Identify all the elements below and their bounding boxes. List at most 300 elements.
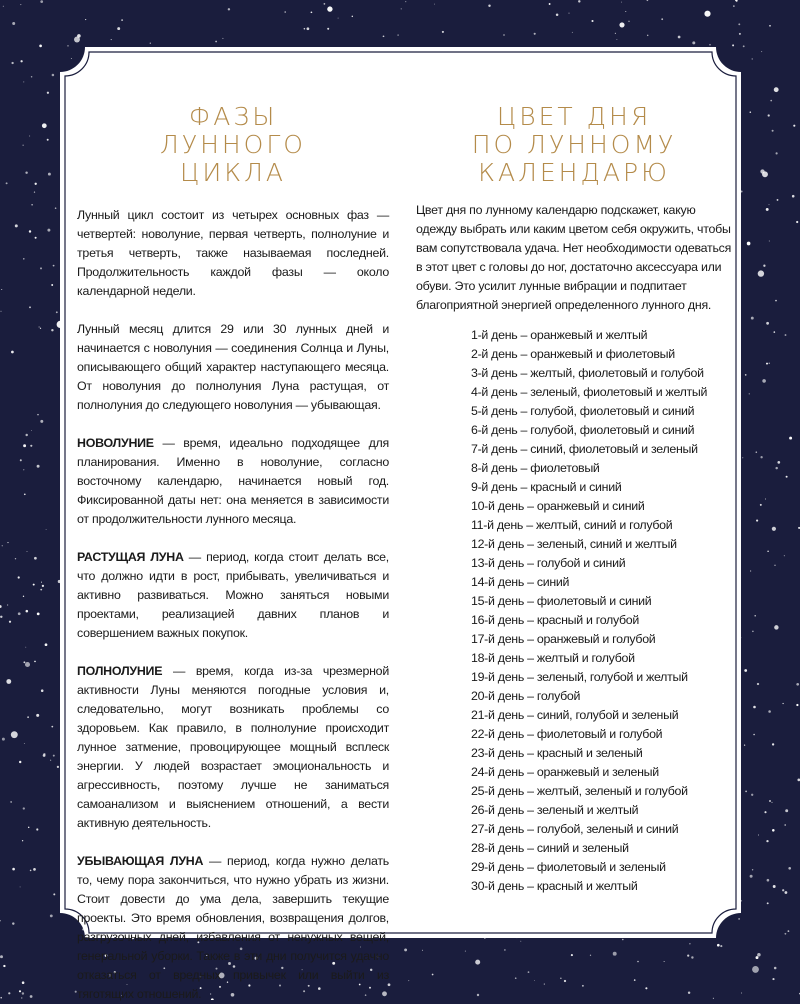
- star-dot: [0, 605, 2, 608]
- list-item: 26-й день – зеленый и желтый: [471, 803, 639, 817]
- list-item: 2-й день – оранжевый и фиолетовый: [471, 347, 675, 361]
- new-moon-paragraph: [77, 434, 389, 529]
- star-dot: [422, 950, 423, 951]
- star-dot: [750, 570, 751, 571]
- star-dot: [30, 995, 33, 998]
- star-dot: [544, 984, 545, 985]
- star-dot: [687, 955, 689, 957]
- star-dot: [18, 612, 21, 615]
- star-dot: [756, 520, 758, 522]
- star-dot: [758, 834, 759, 835]
- star-dot: [85, 19, 86, 20]
- list-item: 23-й день – красный и зеленый: [471, 746, 643, 760]
- list-item: 19-й день – зеленый, голубой и желтый: [471, 670, 688, 684]
- star-dot: [647, 0, 649, 1]
- waning-moon-term: УБЫВАЮЩАЯ ЛУНА: [77, 854, 204, 868]
- star-dot: [753, 706, 756, 709]
- star-dot: [7, 604, 8, 605]
- star-dot: [397, 34, 398, 35]
- title-line: КАЛЕНДАРЮ: [478, 158, 670, 187]
- star-dot: [571, 954, 573, 956]
- star-dot: [747, 242, 751, 246]
- star-dot: [30, 445, 32, 447]
- star-dot: [769, 800, 771, 802]
- list-item: 6-й день – голубой, фиолетовый и синий: [471, 423, 695, 437]
- star-dot: [15, 558, 16, 559]
- full-moon-text: — время, когда из-за чрезмерной активности Луны меняются погодные условия и, следовательно, могут возникать проблемы со здоровьем. Как правило, в полнолуние происходит лунное затмение, провоцирующее мощный всплеск энергии. У людей возрастает эмоциональность и агрессивность, поэтому лучше не заниматься самоанализом и выяснением отношений, а вести активную деятельность.: [77, 664, 389, 830]
- list-item: 1-й день – оранжевый и желтый: [471, 328, 648, 342]
- star-dot: [751, 794, 753, 796]
- star-dot: [150, 43, 151, 44]
- star-dot: [488, 5, 490, 7]
- star-dot: [327, 28, 329, 30]
- star-dot: [39, 326, 40, 327]
- star-dot: [744, 669, 747, 672]
- star-dot: [352, 16, 353, 17]
- lunar-phases-column: [77, 47, 389, 1004]
- star-dot: [784, 824, 786, 826]
- star-dot: [36, 714, 39, 717]
- star-dot: [37, 414, 39, 416]
- star-dot: [23, 444, 26, 447]
- star-dot: [23, 807, 25, 809]
- star-dot: [621, 2, 622, 3]
- star-dot: [769, 25, 771, 27]
- star-dot: [720, 945, 722, 947]
- star-dot: [484, 938, 485, 939]
- star-dot: [738, 23, 740, 25]
- star-dot: [57, 766, 59, 768]
- star-dot: [769, 204, 770, 205]
- star-dot: [228, 8, 230, 10]
- star-dot: [23, 661, 25, 663]
- star-dot: [772, 743, 774, 745]
- star-dot: [742, 457, 743, 458]
- star-dot: [504, 949, 505, 950]
- star-dot: [765, 499, 766, 500]
- star-dot: [768, 710, 771, 713]
- star-dot: [41, 582, 42, 583]
- star-dot: [772, 829, 775, 832]
- star-dot: [760, 504, 762, 506]
- star-dot: [774, 565, 775, 566]
- list-item: 8-й день – фиолетовый: [471, 461, 600, 475]
- star-dot: [15, 224, 18, 227]
- star-dot: [26, 610, 29, 613]
- star-dot: [569, 13, 570, 14]
- star-dot: [549, 3, 551, 5]
- star-dot: [401, 8, 402, 9]
- list-item: 27-й день – голубой, зеленый и синий: [471, 822, 679, 836]
- list-item: 13-й день – голубой и синий: [471, 556, 626, 570]
- star-dot: [52, 74, 55, 77]
- star-dot: [528, 971, 530, 973]
- list-item: 14-й день – синий: [471, 575, 570, 589]
- star-dot: [534, 980, 535, 981]
- star-dot: [37, 613, 40, 616]
- star-dot: [0, 997, 2, 999]
- star-dot: [793, 125, 795, 127]
- star-dot: [770, 100, 772, 102]
- star-dot: [465, 951, 466, 952]
- star-dot: [754, 615, 756, 617]
- star-dot: [307, 27, 310, 30]
- star-dot: [616, 39, 617, 40]
- star-dot: [751, 317, 754, 320]
- star-dot: [50, 914, 53, 917]
- star-dot: [55, 207, 57, 209]
- star-dot: [47, 229, 50, 232]
- star-dot: [758, 270, 764, 276]
- star-dot: [782, 889, 784, 891]
- star-dot: [27, 716, 29, 718]
- star-dot: [788, 930, 790, 932]
- star-dot: [637, 961, 639, 963]
- star-dot: [35, 183, 37, 185]
- star-dot: [745, 374, 747, 376]
- star-dot: [768, 114, 770, 116]
- star-dot: [757, 683, 759, 685]
- phases-intro-paragraph: Лунный цикл состоит из четырех основных фаз — четвертей: новолуние, первая четверть, полнолуние и третья четверть, также называемая последней. Продолжительность каждой фазы — около календарной недели.: [77, 208, 389, 298]
- star-dot: [24, 493, 26, 495]
- star-dot: [773, 885, 776, 888]
- star-dot: [785, 334, 787, 336]
- star-dot: [10, 801, 11, 802]
- star-dot: [304, 28, 306, 30]
- star-dot: [792, 195, 795, 198]
- star-dot: [6, 182, 8, 184]
- star-dot: [775, 467, 777, 469]
- list-item: 3-й день – желтый, фиолетовый и голубой: [471, 366, 704, 380]
- star-dot: [40, 589, 42, 591]
- star-dot: [42, 123, 47, 128]
- list-item: 11-й день – желтый, синий и голубой: [471, 518, 673, 532]
- waning-moon-paragraph: [77, 852, 389, 1004]
- star-dot: [560, 978, 561, 979]
- star-dot: [77, 34, 81, 38]
- star-dot: [766, 363, 768, 365]
- star-dot: [503, 34, 504, 35]
- star-dot: [762, 379, 766, 383]
- star-dot: [762, 171, 768, 177]
- star-dot: [619, 22, 624, 27]
- star-dot: [752, 966, 759, 973]
- star-dot: [777, 199, 779, 201]
- star-dot: [777, 461, 780, 464]
- star-dot: [709, 44, 711, 46]
- list-item: 12-й день – зеленый, синий и желтый: [471, 537, 677, 551]
- star-dot: [11, 351, 14, 354]
- star-dot: [383, 35, 385, 37]
- star-dot: [766, 208, 769, 211]
- star-dot: [20, 459, 22, 461]
- star-dot: [764, 811, 766, 813]
- star-dot: [796, 704, 798, 706]
- star-dot: [796, 221, 798, 223]
- star-dot: [783, 703, 784, 704]
- star-dot: [578, 0, 580, 2]
- star-dot: [56, 311, 58, 313]
- star-dot: [785, 809, 788, 812]
- list-item: 25-й день – желтый, зеленый и голубой: [471, 784, 688, 798]
- waxing-moon-term: РАСТУЩАЯ ЛУНА: [77, 550, 184, 564]
- star-dot: [692, 41, 695, 44]
- title-line: ЦВЕТ ДНЯ: [496, 102, 652, 131]
- star-dot: [784, 555, 785, 556]
- star-dot: [591, 20, 593, 22]
- list-item: 30-й день – красный и желтый: [471, 879, 638, 893]
- star-dot: [31, 76, 32, 78]
- star-dot: [37, 465, 40, 468]
- star-dot: [664, 961, 665, 962]
- star-dot: [717, 944, 720, 947]
- title-line: ЦИКЛА: [179, 158, 287, 187]
- star-dot: [0, 311, 1, 312]
- star-dot: [434, 4, 435, 5]
- star-dot: [23, 258, 24, 259]
- star-dot: [40, 0, 43, 3]
- star-dot: [20, 60, 22, 62]
- star-dot: [22, 981, 25, 984]
- star-dot: [1, 289, 2, 290]
- star-dot: [31, 204, 33, 206]
- star-dot: [40, 267, 42, 269]
- star-dot: [23, 596, 24, 597]
- star-dot: [733, 5, 734, 6]
- star-dot: [9, 621, 11, 623]
- star-dot: [29, 306, 31, 308]
- list-item: 4-й день – зеленый, фиолетовый и желтый: [471, 385, 708, 399]
- star-dot: [33, 584, 35, 586]
- star-dot: [0, 616, 2, 618]
- waxing-moon-paragraph: [77, 548, 389, 643]
- star-dot: [615, 33, 616, 34]
- star-dot: [772, 130, 774, 132]
- star-dot: [622, 939, 624, 941]
- star-dot: [51, 726, 53, 728]
- star-dot: [520, 941, 521, 942]
- star-dot: [33, 868, 36, 871]
- star-dot: [766, 840, 768, 842]
- star-dot: [29, 230, 31, 232]
- star-dot: [36, 828, 38, 830]
- list-item: 18-й день – желтый и голубой: [471, 651, 635, 665]
- full-moon-term: ПОЛНОЛУНИЕ: [77, 664, 163, 678]
- star-dot: [572, 32, 573, 33]
- lunar-day-color-list: [416, 326, 732, 896]
- list-item: 17-й день – оранжевый и голубой: [471, 632, 656, 646]
- list-item: 22-й день – фиолетовый и голубой: [471, 727, 663, 741]
- star-dot: [613, 952, 617, 956]
- star-dot: [3, 965, 5, 967]
- star-dot: [475, 960, 480, 965]
- star-dot: [556, 14, 559, 16]
- day-color-column: [416, 47, 732, 896]
- star-dot: [776, 152, 778, 154]
- star-dot: [39, 45, 42, 48]
- star-dot: [741, 993, 742, 994]
- star-dot: [25, 171, 27, 173]
- star-dot: [796, 683, 799, 686]
- new-moon-text: — время, идеально подходящее для планирования. Именно в новолуние, согласно восточному календарю, начинается новый год. Фиксированной даты нет: она меняется в зависимости от продолжительности лунного месяца.: [77, 436, 389, 526]
- star-dot: [769, 241, 770, 242]
- star-dot: [774, 331, 776, 333]
- star-dot: [408, 980, 409, 981]
- star-dot: [789, 437, 792, 440]
- star-dot: [739, 33, 741, 35]
- star-dot: [749, 393, 750, 394]
- star-dot: [767, 902, 769, 904]
- star-dot: [53, 893, 55, 895]
- star-dot: [30, 870, 32, 872]
- star-dot: [215, 41, 217, 43]
- star-dot: [477, 994, 479, 996]
- star-dot: [25, 647, 26, 648]
- star-dot: [757, 953, 761, 957]
- star-dot: [741, 900, 742, 901]
- star-dot: [311, 11, 313, 13]
- star-dot: [763, 265, 765, 267]
- lunar-month-paragraph: Лунный месяц длится 29 или 30 лунных дней и начинается с новолуния — соединения Солнца и Луны, описывающего общий характер наступающего месяца. От новолуния до полнолуния Луна растущая, от полнолуния до следующего новолуния — убывающая.: [77, 322, 389, 412]
- star-dot: [34, 661, 36, 663]
- star-dot: [12, 22, 15, 25]
- star-dot: [47, 92, 49, 94]
- star-dot: [29, 135, 30, 136]
- star-dot: [34, 557, 37, 560]
- star-dot: [41, 689, 44, 692]
- star-dot: [750, 111, 752, 113]
- star-dot: [121, 19, 123, 21]
- star-dot: [753, 734, 755, 736]
- star-dot: [625, 11, 626, 12]
- star-dot: [774, 625, 778, 629]
- waning-moon-text: — период, когда нужно делать то, чему пора закончиться, что нужно убрать из жизни. Стоит довести до ума дела, завершить текущие проекты. Это время обновления, возвращения долгов, разгрузочных дней, избавления от ненужных вещей, генеральной уборки. Также в эти дни получится удачно отказаться от вредных привычек или выйти из тяготящих отношений.: [77, 854, 389, 1001]
- list-item: 15-й день – фиолетовый и синий: [471, 594, 652, 608]
- star-dot: [688, 991, 690, 993]
- list-item: 21-й день – синий, голубой и зеленый: [471, 708, 679, 722]
- star-dot: [22, 840, 23, 841]
- star-dot: [324, 3, 326, 5]
- star-dot: [43, 754, 46, 757]
- star-dot: [22, 992, 24, 994]
- star-dot: [772, 802, 773, 803]
- star-dot: [752, 58, 753, 59]
- star-dot: [8, 992, 10, 994]
- star-dot: [27, 551, 28, 552]
- star-dot: [784, 891, 787, 894]
- list-item: 16-й день – красный и голубой: [471, 613, 639, 627]
- star-dot: [772, 527, 776, 531]
- star-dot: [46, 529, 47, 530]
- star-dot: [51, 329, 53, 331]
- list-item: 10-й день – оранжевый и синий: [471, 499, 645, 513]
- star-dot: [647, 35, 648, 36]
- star-dot: [744, 744, 745, 745]
- day-color-title: [416, 103, 732, 187]
- star-dot: [21, 997, 22, 998]
- star-dot: [19, 990, 21, 992]
- star-dot: [20, 886, 21, 887]
- list-item: 20-й день – голубой: [471, 689, 581, 703]
- star-dot: [53, 265, 55, 267]
- star-dot: [12, 922, 14, 924]
- star-dot: [40, 328, 41, 329]
- star-dot: [117, 27, 120, 30]
- star-dot: [645, 987, 647, 989]
- day-color-intro-paragraph: Цвет дня по лунному календарю подскажет, какую одежду выбрать или каким цветом себя окружить, чтобы вам сопутствовала удача. Нет необходимости одеваться в этот цвет с головы до ног, достаточно аксессуара или обуви. Это усилит лунные вибрации и подпитает благоприятной энергией определенного лунного дня.: [416, 203, 732, 312]
- star-dot: [766, 322, 769, 325]
- star-dot: [745, 791, 747, 793]
- title-line: ЛУННОГО: [160, 130, 306, 159]
- star-dot: [50, 760, 51, 761]
- star-dot: [48, 173, 51, 176]
- star-dot: [24, 743, 25, 744]
- star-dot: [775, 300, 777, 302]
- star-dot: [752, 869, 753, 870]
- list-item: 24-й день – оранжевый и зеленый: [471, 765, 659, 779]
- star-dot: [42, 585, 44, 587]
- star-dot: [20, 4, 21, 5]
- page-content: [60, 47, 741, 1001]
- star-dot: [760, 456, 762, 458]
- star-dot: [2, 738, 5, 741]
- new-moon-term: НОВОЛУНИЕ: [77, 436, 154, 450]
- star-dot: [564, 980, 566, 982]
- star-dot: [678, 36, 681, 39]
- star-dot: [18, 576, 20, 578]
- star-dot: [19, 761, 21, 763]
- star-dot: [47, 139, 49, 141]
- star-dot: [338, 18, 339, 19]
- star-dot: [442, 31, 444, 33]
- star-dot: [772, 978, 774, 980]
- star-dot: [634, 979, 636, 981]
- star-dot: [405, 1, 406, 2]
- star-dot: [786, 476, 788, 478]
- star-dot: [534, 33, 536, 35]
- star-dot: [111, 39, 112, 40]
- star-dot: [515, 977, 517, 979]
- list-item: 7-й день – синий, фиолетовый и зеленый: [471, 442, 698, 456]
- list-item: 28-й день – синий и зеленый: [471, 841, 629, 855]
- star-dot: [45, 643, 48, 646]
- star-dot: [0, 920, 1, 921]
- star-dot: [750, 875, 753, 878]
- star-dot: [53, 755, 55, 757]
- star-dot: [788, 867, 791, 870]
- star-dot: [34, 191, 35, 192]
- star-dot: [432, 974, 434, 976]
- star-dot: [2, 545, 3, 546]
- star-dot: [756, 451, 758, 453]
- star-dot: [28, 827, 29, 828]
- star-dot: [7, 542, 8, 543]
- star-dot: [404, 948, 407, 951]
- star-dot: [661, 18, 663, 20]
- star-dot: [51, 284, 53, 286]
- star-dot: [11, 62, 13, 64]
- star-dot: [284, 11, 286, 13]
- title-line: ПО ЛУННОМУ: [471, 130, 677, 159]
- star-dot: [23, 469, 24, 470]
- lunar-phases-title: [77, 103, 389, 187]
- star-dot: [784, 933, 786, 935]
- star-dot: [31, 430, 32, 431]
- full-moon-paragraph: [77, 662, 389, 833]
- star-dot: [582, 985, 584, 987]
- star-dot: [752, 631, 753, 632]
- star-dot: [23, 81, 24, 82]
